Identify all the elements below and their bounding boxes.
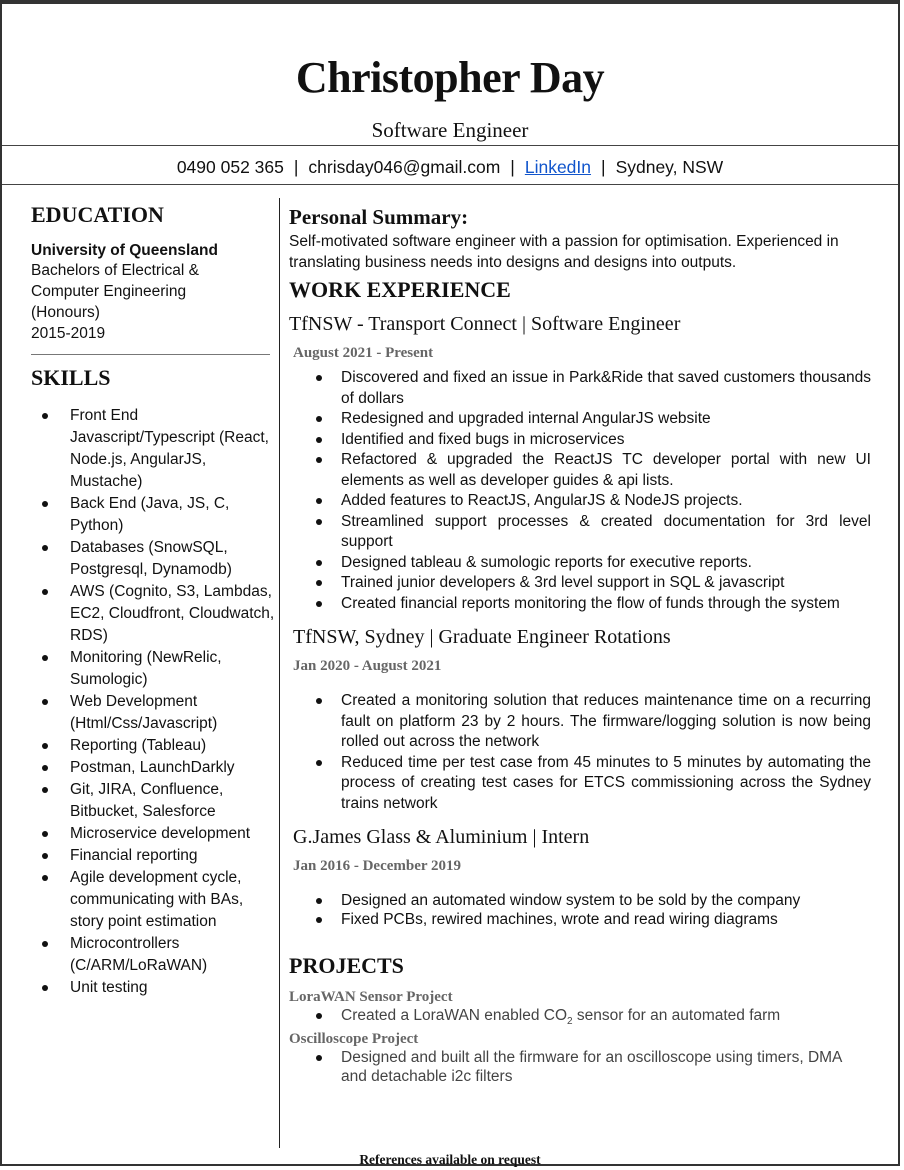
skill-item: Reporting (Tableau) [31,735,276,757]
job-title: G.James Glass & Aluminium | Intern [293,826,590,848]
candidate-name: Christopher Day [295,53,605,102]
candidate-role: Software Engineer [371,118,529,142]
skill-item: Front End Javascript/Typescript (React, Node.js, AngularJS, Mustache) [31,405,276,493]
skills-heading: SKILLS [31,365,111,390]
education-heading: EDUCATION [31,202,164,227]
education-degree-line: Computer Engineering [31,283,187,300]
left-column [31,202,276,999]
skill-item: Monitoring (NewRelic, Sumologic) [31,647,276,691]
column-divider [279,198,280,1148]
skill-item: Financial reporting [31,845,276,867]
job-bullet: Designed an automated window system to be sold by the company [289,891,871,910]
summary-heading: Personal Summary: [289,205,469,229]
skill-item: Databases (SnowSQL, Postgresql, Dynamodb) [31,537,276,581]
summary-text: Self-motivated software engineer with a passion for optimisation. Experienced in translating business needs into designs and designs into outputs. [289,233,839,271]
contact-separator: | [510,157,515,177]
projects-heading: PROJECTS [289,953,404,978]
job-title: TfNSW, Sydney | Graduate Engineer Rotations [293,626,671,648]
education-university: University of Queensland [31,242,218,259]
job-bullet: Redesigned and upgraded internal AngularJS website [289,409,871,430]
right-column [289,205,871,1086]
contact-separator: | [601,157,606,177]
job-bullet: Fixed PCBs, rewired machines, wrote and read wiring diagrams [289,910,871,929]
job-date: Jan 2020 - August 2021 [293,658,442,674]
job-bullet: Identified and fixed bugs in microservices [289,430,871,451]
job-bullet: Designed tableau & sumologic reports for executive reports. [289,553,871,574]
skill-item: Unit testing [31,977,276,999]
skill-item: Microcontrollers (C/ARM/LoRaWAN) [31,933,276,977]
linkedin-link[interactable]: LinkedIn [524,157,592,177]
work-experience-heading: WORK EXPERIENCE [289,277,511,302]
job-bullet: Reduced time per test case from 45 minutes to 5 minutes by automating the process of creating test cases for ETCS commissioning across the Sydney trains network [289,753,871,815]
project-bullet-text: sensor for an automated farm [572,1007,781,1024]
job-bullet: Created a monitoring solution that reduces maintenance time on a recurring fault on platform 23 by 2 hours. The firmware/logging solution is now being rolled out across the network [289,691,871,753]
project-title: Oscilloscope Project [289,1031,419,1048]
skill-item: AWS (Cognito, S3, Lambdas, EC2, Cloudfront, Cloudwatch, RDS) [31,581,276,647]
project-bullets [289,1048,871,1086]
email-address: chrisday046@gmail.com [308,157,501,177]
skill-item: Back End (Java, JS, C, Python) [31,493,276,537]
contact-separator: | [293,157,299,177]
job-bullet: Refactored & upgraded the ReactJS TC developer portal with new UI elements as well as developer guides & api lists. [289,450,871,491]
job-date: Jan 2016 - December 2019 [293,858,462,874]
job-bullets [289,368,871,614]
contact-bar [2,157,898,178]
skill-item: Microservice development [31,823,276,845]
project-bullet [289,1006,871,1031]
job-title: TfNSW - Transport Connect | Software Engineer [289,313,681,335]
header-divider-top [2,145,898,146]
job-bullet: Created financial reports monitoring the flow of funds through the system [289,594,871,615]
skill-item: Git, JIRA, Confluence, Bitbucket, Salesforce [31,779,276,823]
job-date: August 2021 - Present [293,345,434,361]
subscript-2: 2 [567,1016,573,1028]
job-bullet: Streamlined support processes & created documentation for 3rd level support [289,512,871,553]
references-footer: References available on request [359,1152,541,1167]
education-degree-line: (Honours) [31,304,100,321]
skill-item: Postman, LaunchDarkly [31,757,276,779]
job-bullet: Discovered and fixed an issue in Park&Ride that saved customers thousands of dollars [289,368,871,409]
skills-list [31,405,276,999]
project-bullets [289,1006,871,1031]
phone-number: 0490 052 365 [176,157,284,177]
job-bullets [289,891,871,929]
skill-item: Agile development cycle, communicating with BAs, story point estimation [31,867,276,933]
project-title: LoraWAN Sensor Project [289,989,453,1005]
job-bullet: Added features to ReactJS, AngularJS & NodeJS projects. [289,491,871,512]
skill-item: Web Development (Html/Css/Javascript) [31,691,276,735]
job-bullets [289,691,871,814]
project-bullet-text: Created a LoraWAN enabled CO [341,1007,568,1024]
education-degree-line: Bachelors of Electrical & [31,262,199,279]
header-divider-bottom [2,184,898,185]
education-years: 2015-2019 [31,325,106,342]
project-bullet: Designed and built all the firmware for an oscilloscope using timers, DMA and detachable i2c filters [289,1048,871,1086]
location: Sydney, NSW [615,157,724,177]
left-section-divider [31,354,270,355]
job-bullet: Trained junior developers & 3rd level support in SQL & javascript [289,573,871,594]
